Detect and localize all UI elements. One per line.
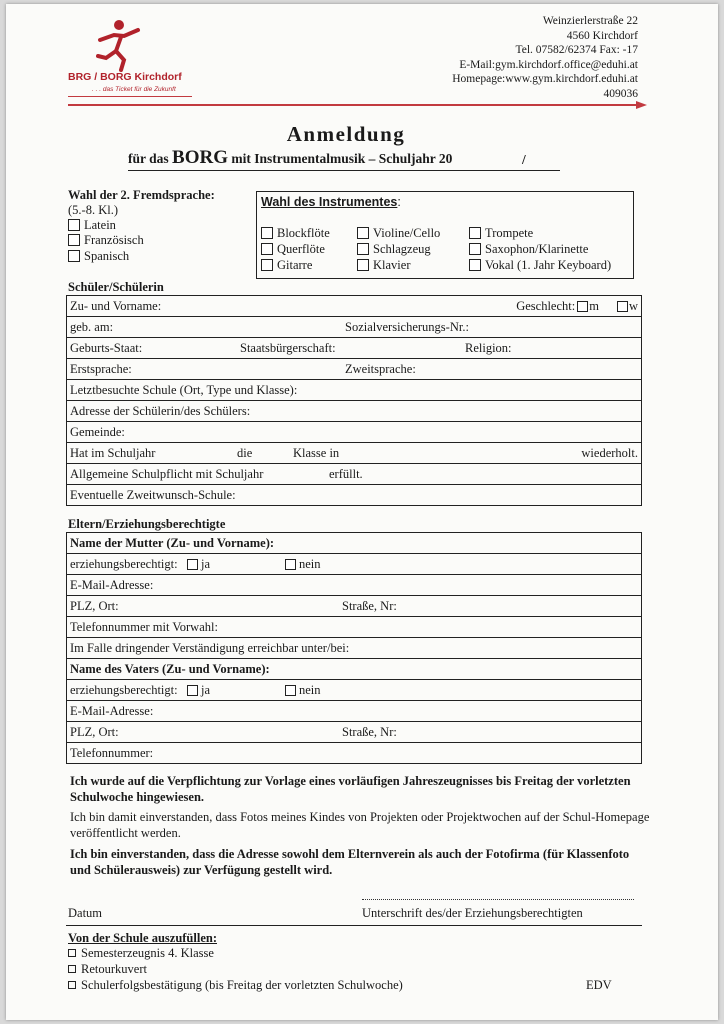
student-row-compulsory	[67, 464, 642, 485]
gender-group	[516, 299, 638, 314]
father-name-field[interactable]	[67, 659, 642, 680]
father-address-row	[67, 722, 642, 743]
repeat-field[interactable]	[67, 443, 642, 464]
instrument-checkbox[interactable]	[469, 227, 481, 239]
father-phone-field[interactable]	[67, 743, 642, 764]
birth-label: geb. am:	[70, 319, 114, 334]
school-logo-icon	[94, 18, 144, 72]
guardian-yes-label: ja	[201, 683, 211, 697]
compulsory-label: Allgemeine Schulpflicht mit Schuljahr	[70, 466, 264, 481]
header-divider	[68, 104, 644, 106]
birth-country-label: Geburts-Staat:	[70, 340, 143, 355]
alt-school-label: Eventuelle Zweitwunsch-Schule:	[70, 487, 236, 502]
student-table	[66, 295, 642, 506]
office-item[interactable]	[68, 978, 403, 993]
instrument-label: Schlagzeug	[373, 242, 431, 256]
instrument-checkbox[interactable]	[261, 243, 273, 255]
mother-name-label: Name der Mutter (Zu- und Vorname):	[70, 535, 275, 550]
mother-guardian-field	[67, 554, 642, 575]
student-row-name	[67, 296, 642, 317]
language-field[interactable]	[67, 359, 642, 380]
form-page	[6, 4, 718, 1020]
gender-label: Geschlecht:	[516, 299, 576, 313]
office-item-label: Semesterzeugnis 4. Klasse	[81, 946, 214, 960]
subtitle-borg: BORG	[172, 147, 228, 168]
language-option-latin[interactable]	[68, 218, 116, 233]
email-label: E-Mail-Adresse:	[70, 577, 154, 592]
repeat-label-repeated: wiederholt.	[581, 446, 638, 460]
street-label: Straße, Nr:	[342, 599, 397, 613]
instrument-checkbox[interactable]	[357, 227, 369, 239]
school-address	[452, 14, 638, 102]
mother-guardian-row	[67, 554, 642, 575]
father-address-field[interactable]	[67, 722, 642, 743]
email-label: E-Mail-Adresse:	[70, 703, 154, 718]
office-checkbox[interactable]	[68, 981, 76, 989]
instrument-option[interactable]	[261, 258, 312, 273]
origin-field[interactable]	[67, 338, 642, 359]
address-line: 4560 Kirchdorf	[566, 29, 638, 42]
mother-address-row	[67, 596, 642, 617]
name-label: Zu- und Vorname:	[70, 298, 162, 313]
emergency-field[interactable]	[67, 638, 642, 659]
instrument-label: Vokal (1. Jahr Keyboard)	[485, 258, 612, 272]
student-heading: Schüler/Schülerin	[68, 280, 164, 294]
logo-school-name: BRG / BORG Kirchdorf	[68, 71, 182, 83]
office-item-label: Schulerfolgsbestätigung (bis Freitag der vorletzten Schulwoche)	[81, 978, 403, 992]
repeat-label-the: die	[237, 446, 253, 460]
school-code: 409036	[603, 87, 638, 100]
instrument-checkbox[interactable]	[469, 243, 481, 255]
instrument-option[interactable]	[261, 242, 325, 257]
compulsory-fulfilled-label: erfüllt.	[329, 467, 363, 481]
mother-email-field[interactable]	[67, 575, 642, 596]
religion-label: Religion:	[465, 341, 512, 355]
citizenship-label: Staatsbürgerschaft:	[240, 341, 336, 355]
gender-w-checkbox[interactable]	[617, 301, 628, 312]
language-option-label: Französisch	[84, 233, 144, 247]
phone-area-label: Telefonnummer mit Vorwahl:	[70, 619, 218, 634]
instrument-heading-text: Wahl des Instrumentes	[261, 195, 398, 209]
subtitle-suffix: mit Instrumentalmusik – Schuljahr 20	[227, 151, 453, 166]
guardian-yes-label: ja	[201, 557, 211, 571]
parents-heading: Eltern/Erziehungsberechtigte	[68, 517, 226, 531]
instrument-checkbox[interactable]	[469, 259, 481, 271]
office-checkbox[interactable]	[68, 949, 76, 957]
page-title: Anmeldung	[286, 122, 406, 146]
instrument-checkbox[interactable]	[261, 227, 273, 239]
second-language-label: Zweitsprache:	[345, 362, 416, 376]
student-row-origin	[67, 338, 642, 359]
instrument-option[interactable]	[469, 258, 611, 273]
student-row-repeat	[67, 443, 642, 464]
statement-certificate: Ich wurde auf die Verpflichtung zur Vorlage eines vorläufigen Jahreszeugnisses bis Freitag der vorletzten Schulwoche hingewiesen.	[70, 774, 631, 804]
signature-label: Unterschrift des/der Erziehungsberechtigten	[362, 906, 583, 920]
guardian-no-label: nein	[299, 683, 321, 697]
office-heading: Von der Schule auszufüllen:	[68, 931, 217, 945]
instrument-checkbox[interactable]	[357, 259, 369, 271]
zip-city-label: PLZ, Ort:	[70, 598, 119, 613]
father-guardian-yes[interactable]	[187, 683, 210, 698]
compulsory-field[interactable]	[67, 464, 642, 485]
guardian-yes-checkbox[interactable]	[187, 559, 198, 570]
language-option-spanish[interactable]	[68, 249, 129, 264]
mother-address-field[interactable]	[67, 596, 642, 617]
language-option-label: Latein	[84, 218, 116, 232]
instrument-checkbox[interactable]	[261, 259, 273, 271]
page-subtitle	[128, 147, 452, 169]
street-label: Straße, Nr:	[342, 725, 397, 739]
phone-area-field[interactable]	[67, 617, 642, 638]
address-line: Homepage:www.gym.kirchdorf.eduhi.at	[452, 73, 638, 86]
social-security-label: Sozialversicherungs-Nr.:	[345, 320, 469, 334]
instrument-label: Violine/Cello	[373, 226, 441, 240]
logo-underline	[68, 96, 192, 97]
instrument-heading-colon: :	[397, 195, 401, 209]
phone-label: Telefonnummer:	[70, 745, 154, 760]
repeat-label-class: Klasse in	[293, 446, 340, 460]
gender-m-label: m	[589, 299, 599, 313]
instrument-option[interactable]	[469, 226, 533, 241]
address-line: E-Mail:gym.kirchdorf.office@eduhi.at	[459, 58, 638, 71]
statement-address: Ich bin einverstanden, dass die Adresse sowohl dem Elternverein als auch der Fotofirma (für Klassenfoto und Schülerausweis) zur Verfügung gestellt wird.	[70, 847, 630, 877]
instrument-label: Saxophon/Klarinette	[485, 242, 589, 256]
latin-checkbox[interactable]	[68, 219, 80, 231]
logo-tagline: . . . das Ticket für die Zukunft	[92, 86, 176, 93]
municipality-field[interactable]	[67, 422, 642, 443]
subtitle-prefix: für das	[128, 151, 173, 166]
instrument-option[interactable]	[261, 226, 330, 241]
last-school-label: Letztbesuchte Schule (Ort, Type und Klasse):	[70, 382, 298, 397]
student-address-field[interactable]	[67, 401, 642, 422]
language-option-label: Spanisch	[84, 249, 130, 263]
address-line: Weinzierlerstraße 22	[542, 15, 638, 27]
spanish-checkbox[interactable]	[68, 250, 80, 262]
subtitle-underline	[128, 170, 560, 171]
repeat-label-year: Hat im Schuljahr	[70, 445, 156, 460]
mother-name-field[interactable]	[67, 533, 642, 554]
instrument-label: Trompete	[485, 226, 534, 240]
signature-line[interactable]	[362, 899, 634, 900]
instrument-label: Querflöte	[277, 242, 325, 256]
date-label: Datum	[68, 906, 103, 920]
parents-table	[66, 532, 642, 764]
municipality-label: Gemeinde:	[70, 424, 125, 439]
office-item-label: Retourkuvert	[81, 962, 147, 976]
zip-city-label: PLZ, Ort:	[70, 724, 119, 739]
birth-field[interactable]	[67, 317, 642, 338]
instrument-option[interactable]	[357, 258, 410, 273]
gender-w-label: w	[628, 299, 638, 313]
name-field[interactable]	[67, 296, 642, 317]
edv-label: EDV	[586, 978, 612, 992]
guardian-label: erziehungsberechtigt:	[70, 682, 178, 697]
office-item[interactable]	[68, 962, 147, 977]
french-checkbox[interactable]	[68, 234, 80, 246]
instrument-label: Blockflöte	[277, 226, 330, 240]
last-school-field[interactable]	[67, 380, 642, 401]
footer-divider	[66, 925, 642, 926]
divider-arrow-icon	[636, 100, 648, 110]
mother-guardian-yes[interactable]	[187, 557, 210, 572]
instrument-option[interactable]	[469, 242, 588, 257]
father-guardian-field	[67, 680, 642, 701]
guardian-label: erziehungsberechtigt:	[70, 556, 178, 571]
student-row-birth	[67, 317, 642, 338]
instrument-label: Gitarre	[277, 258, 313, 272]
guardian-no-label: nein	[299, 557, 321, 571]
instrument-heading	[261, 195, 401, 209]
student-row-language	[67, 359, 642, 380]
father-guardian-row	[67, 680, 642, 701]
address-line: Tel. 07582/62374 Fax: -17	[515, 44, 638, 57]
father-email-field[interactable]	[67, 701, 642, 722]
father-guardian-no[interactable]	[285, 683, 321, 698]
instrument-option[interactable]	[357, 226, 440, 241]
instrument-checkbox[interactable]	[357, 243, 369, 255]
emergency-label: Im Falle dringender Verständigung erreichbar unter/bei:	[70, 640, 350, 655]
alt-school-field[interactable]	[67, 485, 642, 506]
father-name-label: Name des Vaters (Zu- und Vorname):	[70, 661, 270, 676]
office-item[interactable]	[68, 946, 214, 961]
guardian-no-checkbox[interactable]	[285, 559, 296, 570]
mother-guardian-no[interactable]	[285, 557, 321, 572]
subtitle-slash: /	[522, 152, 526, 167]
language-heading: Wahl der 2. Fremdsprache:	[68, 188, 215, 202]
statement-photos: Ich bin damit einverstanden, dass Fotos meines Kindes von Projekten oder Projektwochen auf der Schul-Homepage veröffentlicht werden.	[70, 810, 650, 840]
language-option-french[interactable]	[68, 233, 144, 248]
first-language-label: Erstsprache:	[70, 361, 132, 376]
student-address-label: Adresse der Schülerin/des Schülers:	[70, 403, 251, 418]
guardian-yes-checkbox[interactable]	[187, 685, 198, 696]
instrument-label: Klavier	[373, 258, 411, 272]
gender-m-checkbox[interactable]	[577, 301, 588, 312]
office-checkbox[interactable]	[68, 965, 76, 973]
guardian-no-checkbox[interactable]	[285, 685, 296, 696]
language-note: (5.-8. Kl.)	[68, 203, 118, 217]
instrument-option[interactable]	[357, 242, 431, 257]
